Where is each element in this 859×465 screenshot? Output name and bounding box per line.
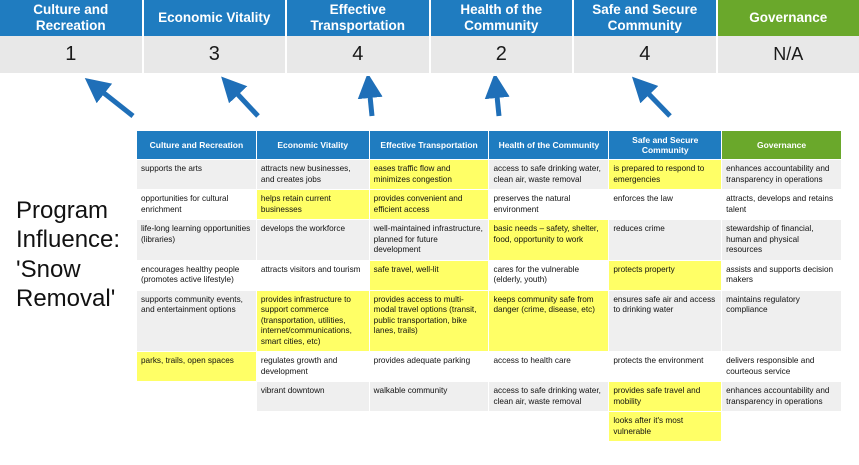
score-governance: N/A	[773, 44, 804, 64]
matrix-cell: stewardship of financial, human and physical resources	[722, 220, 842, 261]
matrix-cell: protects the environment	[609, 352, 722, 382]
matrix-cell: vibrant downtown	[256, 382, 369, 412]
caption-line-2: Influence:	[16, 226, 121, 254]
table-row	[137, 412, 842, 442]
matrix-cell: provides convenient and efficient access	[369, 190, 489, 220]
matrix-cell	[137, 382, 257, 412]
score-safe-and-secure-community: 4	[574, 36, 718, 73]
matrix-cell: provides adequate parking	[369, 352, 489, 382]
matrix-cell: provides infrastructure to support commerce (transportation, utilities, internet/communications, smart cities, etc)	[256, 290, 369, 352]
table-row	[137, 260, 842, 290]
matrix-cell: reduces crime	[609, 220, 722, 261]
matrix-col-governance: Governance	[722, 131, 842, 160]
matrix-cell: supports community events, and entertainment options	[137, 290, 257, 352]
matrix-cell: protects property	[609, 260, 722, 290]
matrix-cell: access to safe drinking water, clean air, waste removal	[489, 382, 609, 412]
score-economic-vitality: 3	[144, 36, 288, 73]
matrix-cell: basic needs – safety, shelter, food, opportunity to work	[489, 220, 609, 261]
matrix-cell: walkable community	[369, 382, 489, 412]
matrix-cell: assists and supports decision makers	[722, 260, 842, 290]
matrix-cell: attracts new businesses, and creates jobs	[256, 160, 369, 190]
header-cell-effective-transportation: Effective Transportation	[287, 0, 431, 36]
caption-line-1: Program	[16, 197, 109, 224]
matrix-col-culture-and-recreation: Culture and Recreation	[137, 131, 257, 160]
matrix-col-economic-vitality: Economic Vitality	[256, 131, 369, 160]
matrix-cell: encourages healthy people (promotes active lifestyle)	[137, 260, 257, 290]
matrix-cell: delivers responsible and courteous service	[722, 352, 842, 382]
matrix-cell	[722, 412, 842, 442]
table-row	[137, 290, 842, 352]
matrix-col-safe-and-secure-community: Safe and Secure Community	[609, 131, 722, 160]
matrix-body	[137, 160, 842, 442]
matrix-header-row	[137, 131, 842, 160]
table-row	[137, 352, 842, 382]
matrix-cell: looks after it's most vulnerable	[609, 412, 722, 442]
header-cell-health-of-the-community: Health of the Community	[431, 0, 575, 36]
table-row	[137, 220, 842, 261]
matrix-cell	[256, 412, 369, 442]
matrix-cell: eases traffic flow and minimizes congestion	[369, 160, 489, 190]
matrix-cell: is prepared to respond to emergencies	[609, 160, 722, 190]
matrix-cell: opportunities for cultural enrichment	[137, 190, 257, 220]
matrix-cell	[489, 412, 609, 442]
matrix-cell: enhances accountability and transparency in operations	[722, 160, 842, 190]
matrix-cell: safe travel, well-lit	[369, 260, 489, 290]
matrix-cell: regulates growth and development	[256, 352, 369, 382]
matrix-cell: enforces the law	[609, 190, 722, 220]
score-culture-and-recreation: 1	[0, 36, 144, 73]
matrix-cell: attracts, develops and retains talent	[722, 190, 842, 220]
arrow-icon-1	[95, 86, 133, 116]
matrix-cell: helps retain current businesses	[256, 190, 369, 220]
header-cell-governance: Governance	[718, 0, 859, 36]
matrix-cell: supports the arts	[137, 160, 257, 190]
table-row	[137, 382, 842, 412]
influence-matrix-table	[136, 130, 842, 442]
matrix-cell	[369, 412, 489, 442]
header-cell-safe-and-secure-community: Safe and Secure Community	[574, 0, 718, 36]
matrix-cell: ensures safe air and access to drinking water	[609, 290, 722, 352]
matrix-cell: enhances accountability and transparency in operations	[722, 382, 842, 412]
arrow-icon-3	[369, 86, 372, 116]
matrix-cell: attracts visitors and tourism	[256, 260, 369, 290]
matrix-cell: life-long learning opportunities (libraries)	[137, 220, 257, 261]
matrix-cell: well-maintained infrastructure, planned for future development	[369, 220, 489, 261]
header-cell-economic-vitality: Economic Vitality	[144, 0, 288, 36]
caption-line-3: 'Snow	[16, 255, 81, 283]
matrix-cell	[137, 412, 257, 442]
matrix-cell: develops the workforce	[256, 220, 369, 261]
score-values-band	[0, 36, 859, 76]
matrix-cell: access to safe drinking water, clean air, waste removal	[489, 160, 609, 190]
matrix-cell: provides safe travel and mobility	[609, 382, 722, 412]
matrix-cell: access to health care	[489, 352, 609, 382]
matrix-cell: maintains regulatory compliance	[722, 290, 842, 352]
matrix-col-health-of-the-community: Health of the Community	[489, 131, 609, 160]
program-influence-caption	[16, 196, 136, 313]
arrow-icon-2	[230, 86, 258, 116]
matrix-cell: preserves the natural environment	[489, 190, 609, 220]
matrix-cell: provides access to multi-modal travel options (transit, public transportation, bike lanes, trails)	[369, 290, 489, 352]
matrix-col-effective-transportation: Effective Transportation	[369, 131, 489, 160]
matrix-cell: parks, trails, open spaces	[137, 352, 257, 382]
score-effective-transportation: 4	[287, 36, 431, 73]
score-health-of-the-community: 2	[431, 36, 575, 73]
arrow-icon-5	[641, 86, 670, 116]
table-row	[137, 160, 842, 190]
arrow-icon-4	[496, 86, 499, 116]
matrix-cell: cares for the vulnerable (elderly, youth)	[489, 260, 609, 290]
table-row	[137, 190, 842, 220]
header-cell-culture-and-recreation: Culture and Recreation	[0, 0, 144, 36]
score-header-band	[0, 0, 859, 36]
caption-line-4: Removal'	[16, 284, 116, 312]
arrow-group	[0, 76, 859, 128]
matrix-cell: keeps community safe from danger (crime, disease, etc)	[489, 290, 609, 352]
